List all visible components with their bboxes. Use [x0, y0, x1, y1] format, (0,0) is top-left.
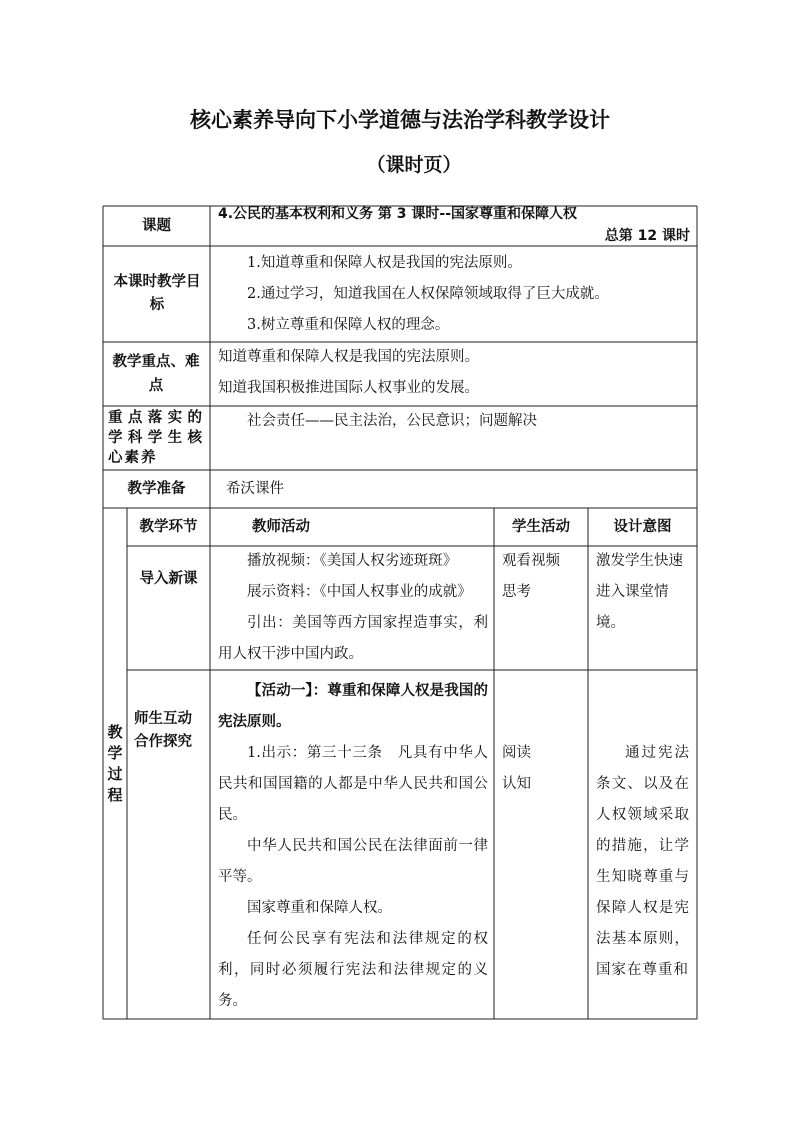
keypoints-list [218, 342, 688, 404]
header-intent: 设计意图 [613, 519, 672, 535]
goal-item: 3.树立尊重和保障人权的理念。 [247, 317, 450, 333]
stage1-intent: 激发学生快速进入课堂情境。 [596, 553, 683, 631]
stage2-name: 师生互动合作探究 [134, 711, 192, 750]
document-subtitle: （课时页） [366, 154, 462, 176]
stage2-teacher [218, 676, 488, 1017]
process-side-label: 教学过程 [107, 723, 123, 804]
header-teacher: 教师活动 [252, 519, 310, 535]
activity-title: 【活动一】：尊重和保障人权是我国的宪法原则。 [218, 683, 488, 730]
teacher-line: 播放视频：《美国人权劣迹斑斑》 [247, 553, 458, 569]
teacher-line: 国家尊重和保障人权。 [247, 900, 392, 916]
stage1-name: 导入新课 [139, 571, 198, 587]
stage1-student [502, 546, 586, 608]
keypoint-item: 知道尊重和保障人权是我国的宪法原则。 [218, 349, 479, 365]
stage1-teacher [218, 546, 488, 670]
topic-label: 课题 [142, 218, 171, 234]
topic-value: 4.公民的基本权利和义务 第 3 课时--国家尊重和保障人权 [218, 206, 578, 222]
goal-item: 2.通过学习，知道我国在人权保障领域取得了巨大成就。 [247, 286, 609, 302]
student-line: 认知 [502, 776, 531, 792]
header-student: 学生活动 [512, 519, 570, 535]
document-title: 核心素养导向下小学道德与法治学科教学设计 [190, 108, 610, 132]
teacher-line: 中华人民共和国公民在法律面前一律平等。 [218, 838, 488, 885]
prep-value: 希沃课件 [226, 481, 284, 497]
stage2-intent: 通过宪法条文、以及在人权领域采取的措施，让学生知晓尊重与保障人权是宪法基本原则，国家在尊重和 [596, 745, 690, 978]
goals-list [218, 248, 688, 341]
teacher-line: 展示资料：《中国人权事业的成就》 [247, 584, 472, 600]
student-line: 思考 [502, 584, 531, 600]
student-line: 观看视频 [502, 553, 560, 569]
topic-total: 总第 12 课时 [604, 228, 690, 244]
goals-label: 本课时教学目标 [113, 274, 201, 313]
teacher-line: 任何公民享有宪法和法律规定的权利，同时必须履行宪法和法律规定的义务。 [218, 931, 488, 1009]
keypoints-label: 教学重点、难点 [112, 354, 200, 394]
literacy-label: 重点落实的学科学生核心素养 [108, 410, 204, 466]
keypoint-item: 知道我国积极推进国际人权事业的发展。 [218, 380, 479, 396]
teacher-line: 1.出示：第三十三条 凡具有中华人民共和国国籍的人都是中华人民共和国公民。 [218, 745, 488, 823]
prep-label: 教学准备 [127, 481, 186, 497]
stage2-student [502, 738, 586, 800]
goal-item: 1.知道尊重和保障人权是我国的宪法原则。 [247, 255, 522, 271]
student-line: 阅读 [502, 745, 531, 761]
teacher-line: 引出：美国等西方国家捏造事实，利用人权干涉中国内政。 [218, 615, 488, 662]
literacy-value: 社会责任——民主法治，公民意识；问题解决 [247, 413, 537, 429]
header-stage: 教学环节 [139, 519, 198, 535]
